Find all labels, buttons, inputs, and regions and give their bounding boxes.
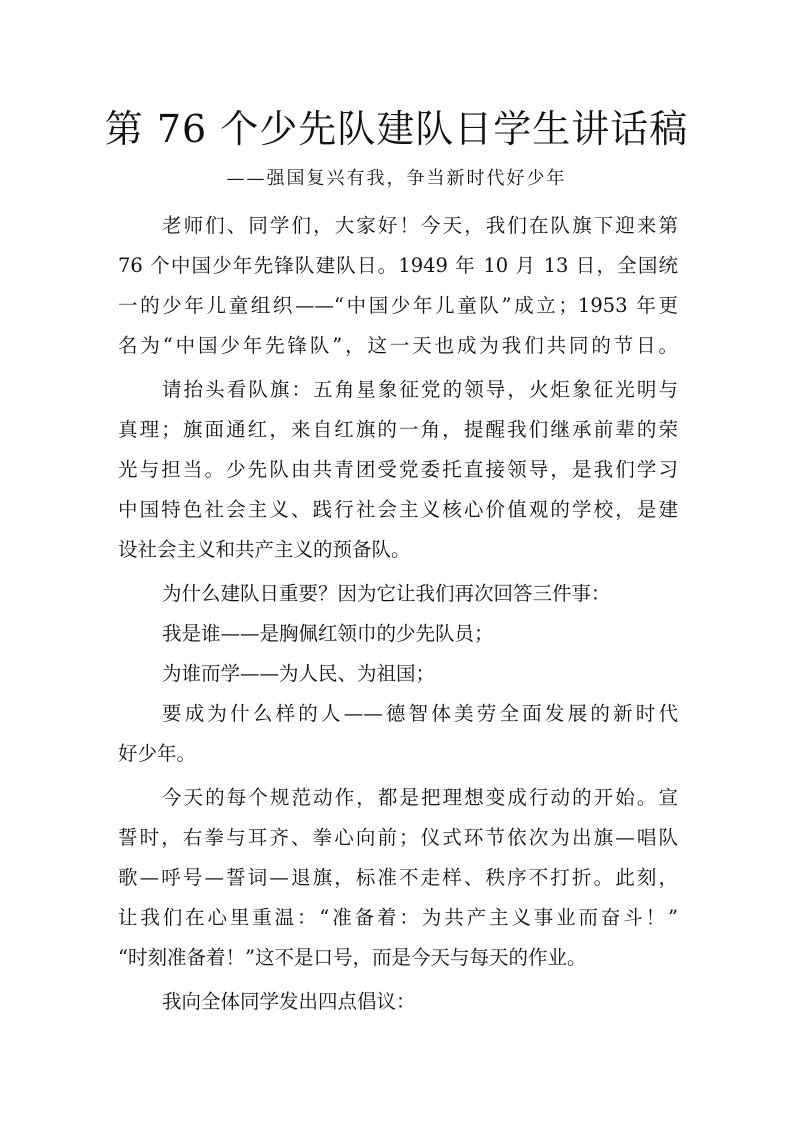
document-subtitle: ——强国复兴有我，争当新时代好少年 — [226, 168, 567, 189]
text-line: 76 个中国少年先锋队建队日。1949 年 10 月 13 日，全国统 — [118, 254, 678, 277]
text-line: 真理；旗面通红，来自红旗的一角，提醒我们继承前辈的荣 — [118, 418, 678, 441]
text-line: “时刻准备着！”这不是口号，而是今天与每天的作业。 — [118, 946, 587, 969]
document-title: 第 76 个少先队建队日学生讲话稿 — [104, 107, 689, 151]
text-line: 今天的每个规范动作，都是把理想变成行动的开始。宣 — [162, 786, 678, 809]
text-line: 我向全体同学发出四点倡议： — [162, 990, 416, 1013]
text-line: 誓时，右拳与耳齐、拳心向前；仪式环节依次为出旗—唱队 — [118, 826, 678, 849]
text-line: 设社会主义和共产主义的预备队。 — [118, 538, 411, 561]
text-line: 名为“中国少年先锋队”，这一天也成为我们共同的节日。 — [118, 334, 678, 357]
text-line: 光与担当。少先队由共青团受党委托直接领导，是我们学习 — [118, 458, 678, 481]
text-line: 为什么建队日重要？因为它让我们再次回答三件事： — [162, 582, 611, 605]
text-line: 一的少年儿童组织——“中国少年儿童队”成立；1953 年更 — [118, 294, 678, 317]
text-line: 我是谁——是胸佩红领巾的少先队员； — [162, 622, 494, 645]
text-line: 为谁而学——为人民、为祖国； — [162, 662, 436, 685]
text-line: 好少年。 — [118, 742, 197, 765]
text-line: 要成为什么样的人——德智体美劳全面发展的新时代 — [162, 702, 678, 725]
text-line: 让我们在心里重温：“准备着：为共产主义事业而奋斗！” — [118, 906, 678, 929]
text-line: 老师们、同学们，大家好！今天，我们在队旗下迎来第 — [162, 214, 678, 237]
text-line: 中国特色社会主义、践行社会主义核心价值观的学校，是建 — [118, 498, 678, 521]
text-line: 请抬头看队旗：五角星象征党的领导，火炬象征光明与 — [162, 378, 678, 401]
text-line: 歌—呼号—誓词—退旗，标准不走样、秩序不打折。此刻， — [118, 866, 678, 889]
